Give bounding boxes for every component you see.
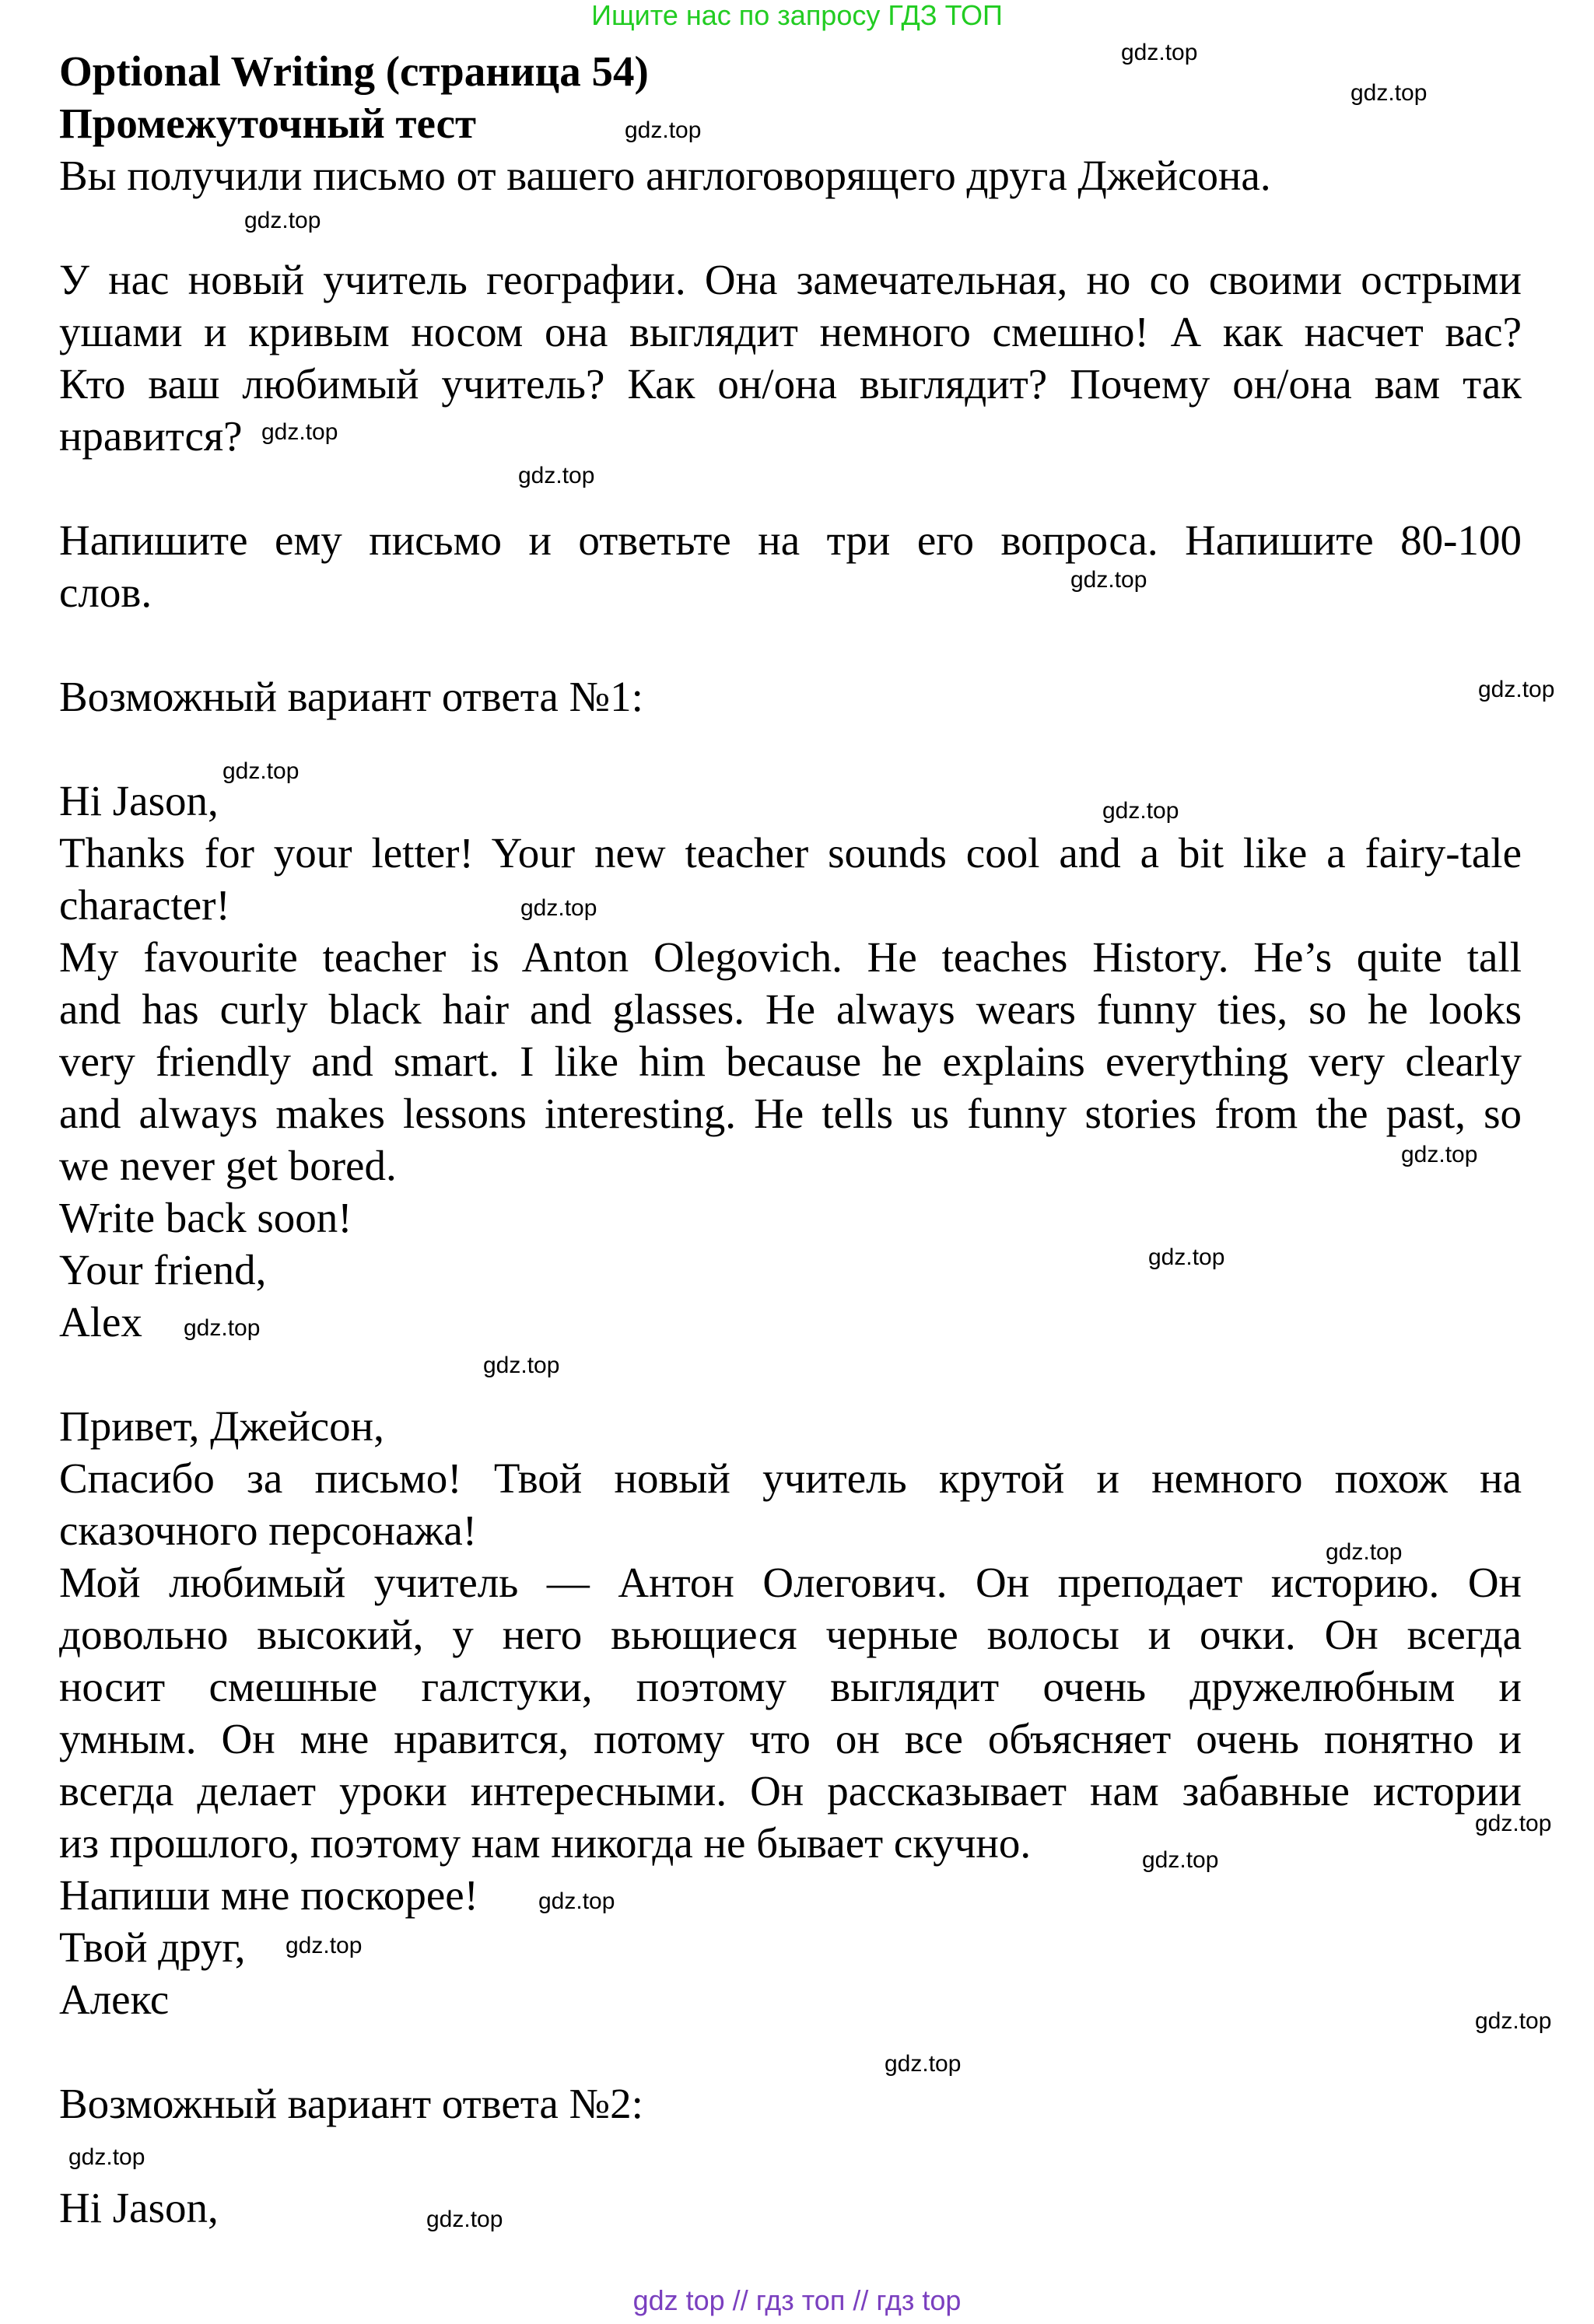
answer1-ru-line: Привет, Джейсон, — [59, 1402, 384, 1450]
answer1-en-line: very friendly and smart. I like him because he explains everything very clearly — [59, 1038, 1522, 1085]
watermark: gdz.top — [68, 2144, 145, 2170]
answer1-ru-line: Алекс — [59, 1976, 170, 2023]
page-title: Optional Writing (страница 54) — [59, 47, 649, 95]
answer1-ru-line: Твой друг, — [59, 1923, 246, 1971]
answer1-ru-line: носит смешные галстуки, поэтому выглядит очень дружелюбным и — [59, 1663, 1522, 1710]
watermark: gdz.top — [1148, 1244, 1225, 1270]
watermark: gdz.top — [885, 2051, 962, 2077]
answer1-en-line: Your friend, — [59, 1246, 267, 1293]
answer1-en-line: My favourite teacher is Anton Olegovich. He teaches History. He’s quite tall — [59, 933, 1522, 981]
answer1-en-line: we never get bored. — [59, 1142, 397, 1189]
watermark: gdz.top — [1326, 1539, 1403, 1565]
watermark: gdz.top — [184, 1315, 261, 1341]
answer1-en-line: Alex — [59, 1298, 142, 1346]
answer1-en-line: character! — [59, 881, 230, 929]
watermark: gdz.top — [625, 117, 702, 143]
task-letter-line: Кто ваш любимый учитель? Как он/она выглядит? Почему он/она вам так — [59, 360, 1522, 408]
task-instruction-line: Напишите ему письмо и ответьте на три его вопроса. Напишите 80-100 — [59, 516, 1522, 564]
watermark: gdz.top — [1351, 80, 1428, 106]
watermark: gdz.top — [1475, 1811, 1552, 1836]
answer1-ru-line: из прошлого, поэтому нам никогда не бывает скучно. — [59, 1819, 1032, 1867]
answer1-en-line: and has curly black hair and glasses. He always wears funny ties, so he looks — [59, 985, 1522, 1033]
answer1-ru-line: умным. Он мне нравится, потому что он все объясняет очень понятно и — [59, 1715, 1522, 1762]
answer2-greeting: Hi Jason, — [59, 2184, 219, 2231]
watermark: gdz.top — [518, 463, 595, 488]
task-letter-line: ушами и кривым носом она выглядит немного смешно! А как насчет вас? — [59, 308, 1522, 355]
answer1-heading: Возможный вариант ответа №1: — [59, 673, 643, 720]
watermark: gdz.top — [1475, 2008, 1552, 2034]
task-intro: Вы получили письмо от вашего англоговорящего друга Джейсона. — [59, 152, 1271, 199]
watermark: gdz.top — [1121, 40, 1198, 65]
answer1-ru-line: Напиши мне поскорее! — [59, 1871, 478, 1919]
answer1-en-line: and always makes lessons interesting. He tells us funny stories from the past, so — [59, 1090, 1522, 1137]
watermark: gdz.top — [1070, 567, 1147, 593]
top-banner[interactable]: Ищите нас по запросу ГДЗ ТОП — [591, 0, 1003, 31]
watermark: gdz.top — [1401, 1142, 1478, 1167]
task-letter-line: У нас новый учитель географии. Она замечательная, но со своими острыми — [59, 256, 1522, 303]
watermark: gdz.top — [261, 419, 338, 445]
watermark: gdz.top — [244, 208, 321, 233]
watermark: gdz.top — [426, 2207, 503, 2232]
answer1-ru-line: Спасибо за письмо! Твой новый учитель крутой и немного похож на — [59, 1454, 1522, 1502]
watermark: gdz.top — [1142, 1847, 1219, 1873]
answer1-en-line: Hi Jason, — [59, 777, 219, 824]
page-subtitle: Промежуточный тест — [59, 100, 477, 147]
watermark: gdz.top — [1102, 798, 1179, 824]
watermark: gdz.top — [483, 1353, 560, 1378]
task-letter-line: нравится? — [59, 412, 243, 460]
answer2-heading: Возможный вариант ответа №2: — [59, 2080, 643, 2127]
task-instruction-line: слов. — [59, 569, 152, 616]
answer1-ru-line: Мой любимый учитель — Антон Олегович. Он преподает историю. Он — [59, 1559, 1522, 1606]
watermark: gdz.top — [520, 895, 597, 921]
answer1-en-line: Write back soon! — [59, 1194, 352, 1241]
watermark: gdz.top — [1478, 677, 1555, 702]
watermark: gdz.top — [538, 1888, 615, 1914]
watermark: gdz.top — [222, 758, 300, 784]
watermark: gdz.top — [286, 1933, 363, 1958]
answer1-ru-line: всегда делает уроки интересными. Он рассказывает нам забавные истории — [59, 1767, 1522, 1815]
answer1-ru-line: довольно высокий, у него вьющиеся черные волосы и очки. Он всегда — [59, 1611, 1522, 1658]
answer1-ru-line: сказочного персонажа! — [59, 1507, 478, 1554]
bottom-banner[interactable]: gdz top // гдз топ // гдз top — [632, 2284, 962, 2316]
answer1-en-line: Thanks for your letter! Your new teacher sounds cool and a bit like a fairy-tale — [59, 829, 1522, 877]
